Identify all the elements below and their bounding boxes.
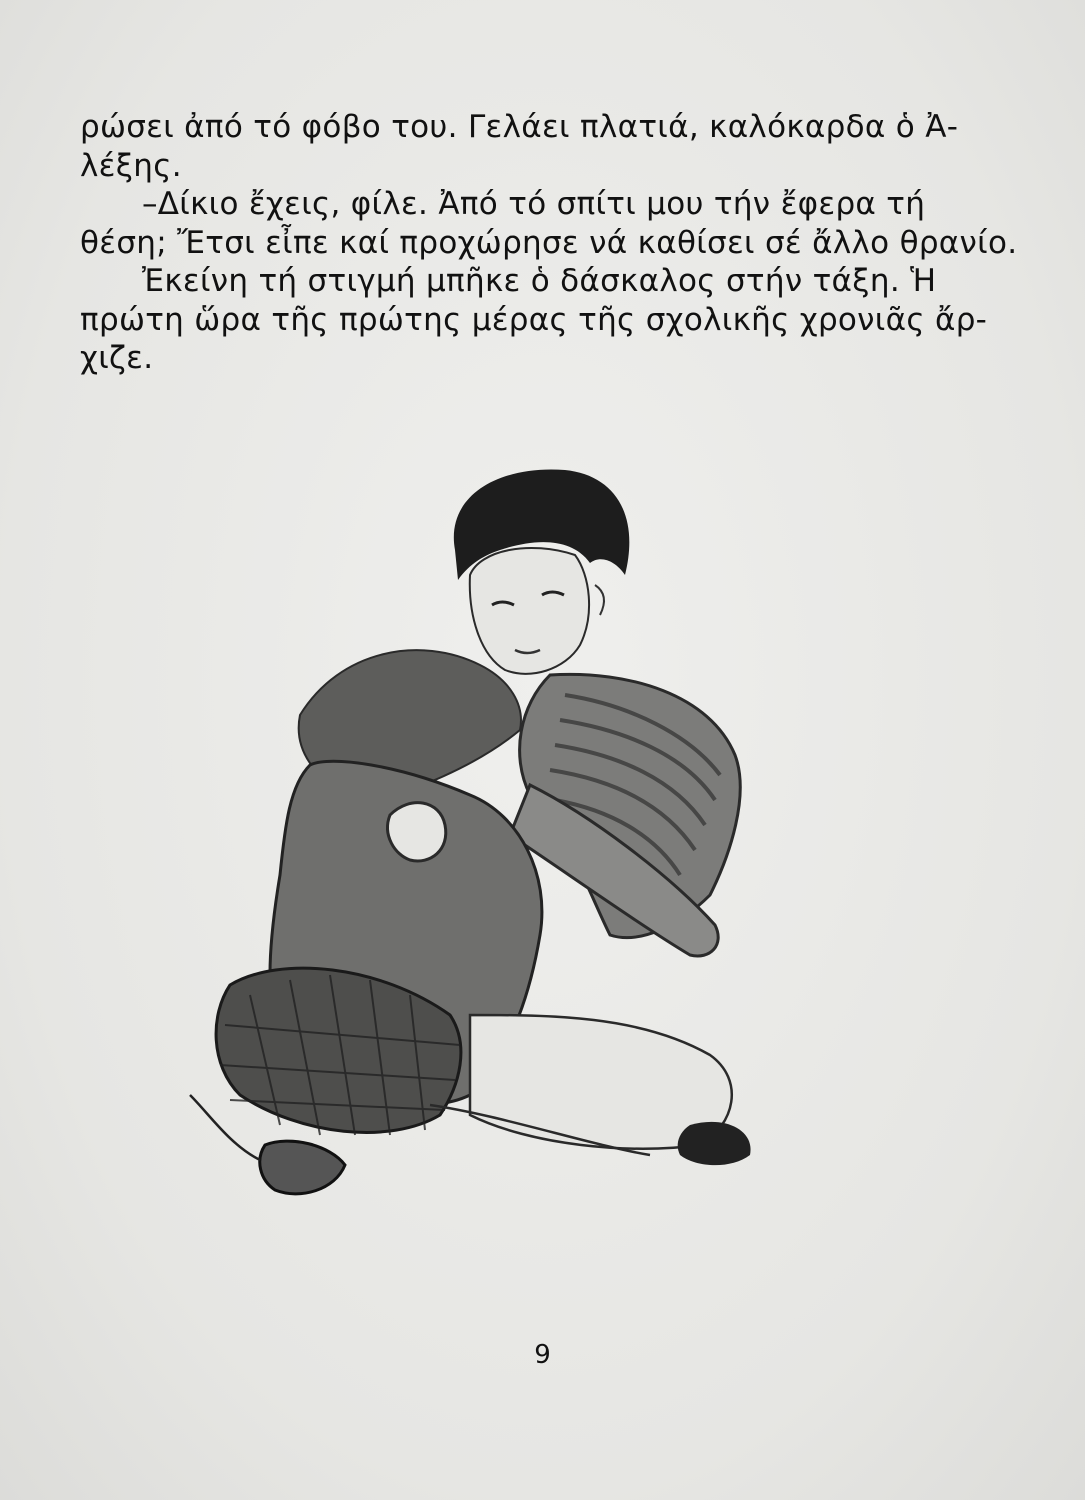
text-line-6: πρώτη ὥρα τῆς πρώτης μέρας τῆς σχολικῆς χρονιᾶς ἄρ- (80, 301, 988, 338)
body-text (80, 108, 1018, 378)
hugging-children-illustration-icon (170, 455, 890, 1255)
text-line-1: ρώσει ἀπό τό φόβο του. Γελάει πλατιά, καλόκαρδα ὁ Ἀ- (80, 109, 959, 145)
text-line-2: λέξης. (80, 147, 182, 184)
text-line-3: –Δίκιο ἔχεις, φίλε. Ἀπό τό σπίτι μου τήν ἔφερα τή (142, 186, 926, 222)
girl-leg (190, 1095, 260, 1160)
text-line-4: θέση; Ἔτσι εἶπε καί προχώρησε νά καθίσει σέ ἄλλο θρανίο. (80, 224, 1018, 261)
boy-shoe (678, 1122, 751, 1165)
page-number: 9 (534, 1340, 551, 1370)
boy-hand (388, 803, 446, 861)
girl-shoe (260, 1141, 345, 1194)
boy-ear (595, 585, 604, 615)
text-line-7: χιζε. (80, 340, 154, 376)
text-line-5: Ἐκείνη τή στιγμή μπῆκε ὁ δάσκαλος στήν τάξη. Ἡ (142, 263, 937, 299)
boy-face (470, 548, 589, 674)
